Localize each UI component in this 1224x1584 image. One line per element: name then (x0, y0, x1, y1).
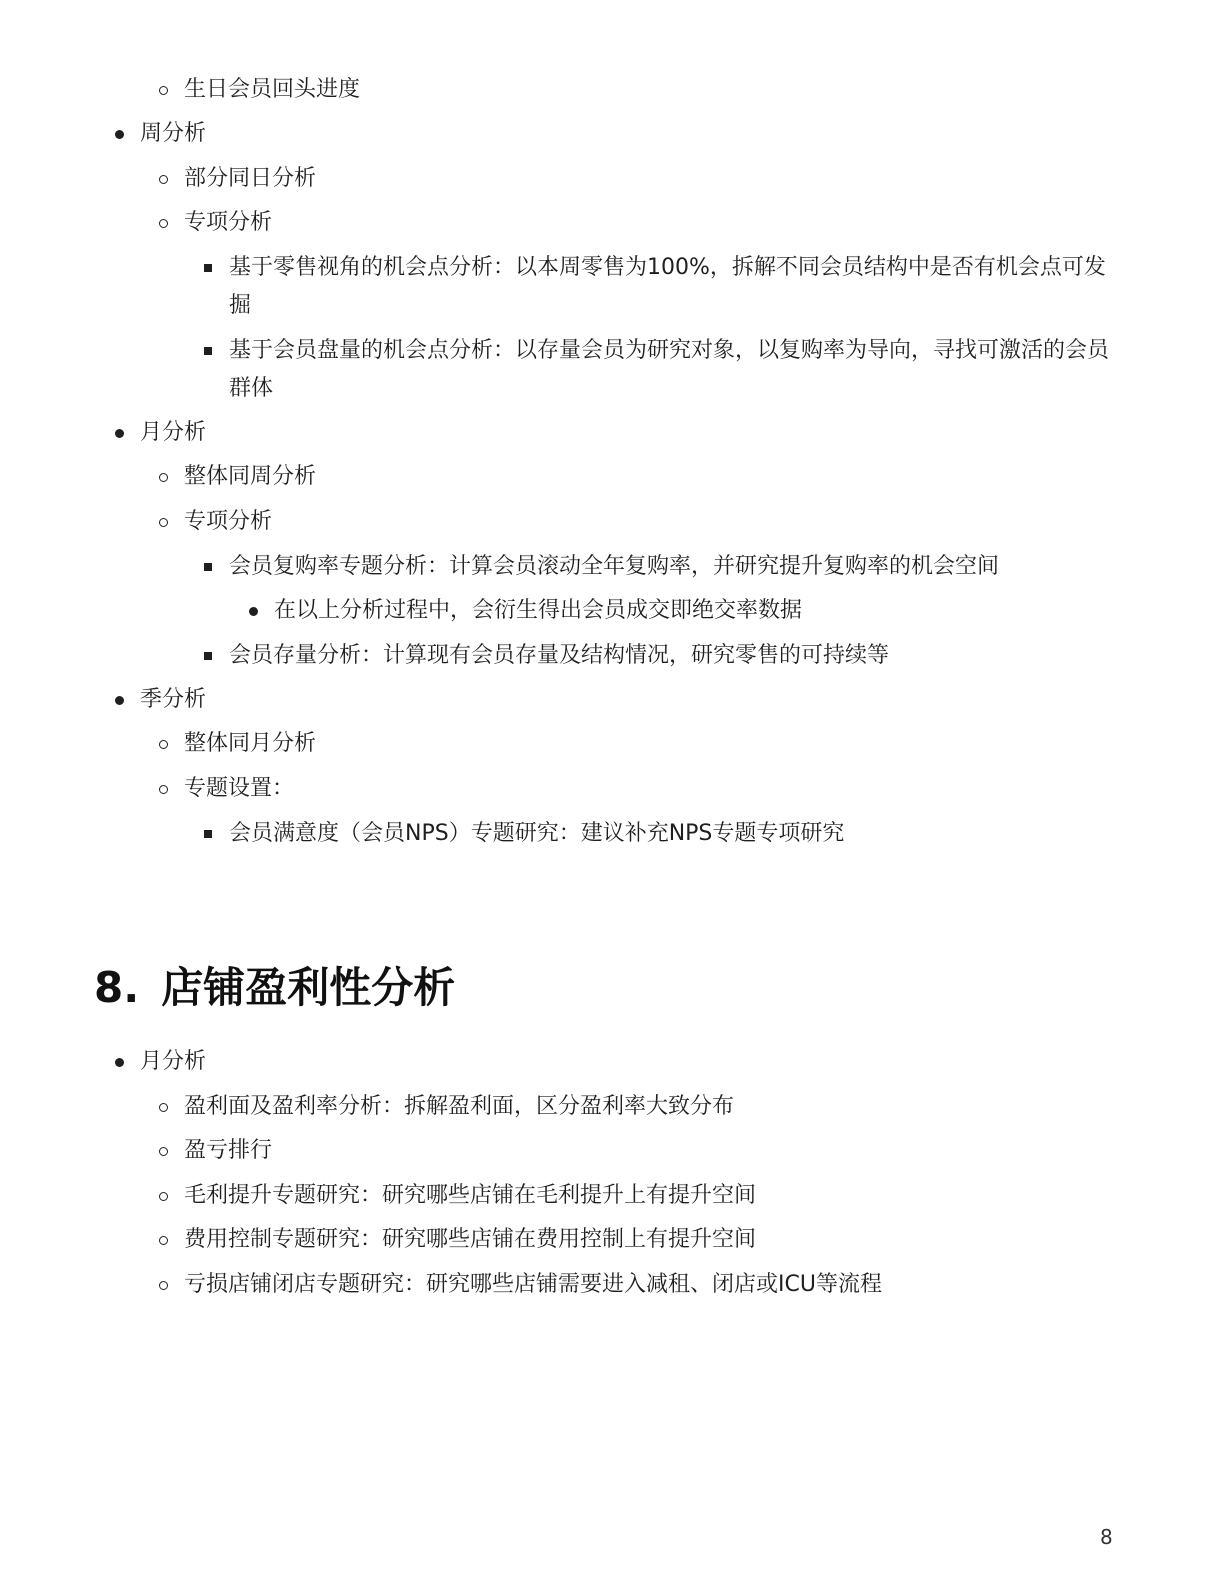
list-item-derived-data: 在以上分析过程中，会衍生得出会员成交即绝交率数据 (274, 598, 803, 623)
circle-bullet-icon (159, 740, 168, 749)
circle-bullet-icon (159, 219, 168, 228)
square-bullet-icon (204, 830, 212, 838)
disc-bullet-icon (115, 429, 124, 438)
list-item-profit-rate: 盈利面及盈利率分析：拆解盈利面，区分盈利率大致分布 (184, 1094, 735, 1119)
disc-bullet-icon (115, 130, 124, 139)
page-number: 8 (1100, 1525, 1113, 1549)
section-title: 店铺盈利性分析 (161, 963, 456, 1012)
circle-bullet-icon (159, 1103, 168, 1112)
square-bullet-icon (204, 347, 212, 355)
list-item-partial-same-day: 部分同日分析 (184, 166, 317, 191)
section-number: 8. (94, 963, 140, 1012)
circle-bullet-icon (159, 1236, 168, 1245)
list-item-repurchase-topic: 会员复购率专题分析：计算会员滚动全年复购率，并研究提升复购率的机会空间 (229, 554, 1000, 579)
disc-bullet-icon (249, 607, 258, 616)
square-bullet-icon (204, 652, 212, 660)
list-item-member-stock-opportunity: 基于会员盘量的机会点分析：以存量会员为研究对象，以复购率为导向，寻找可激活的会员群体 (229, 338, 1110, 401)
list-item-monthly-special: 专项分析 (184, 509, 273, 534)
circle-bullet-icon (159, 518, 168, 527)
list-item-monthly: 月分析 (140, 420, 207, 445)
list-item-member-stock-analysis: 会员存量分析：计算现有会员存量及结构情况，研究零售的可持续等 (229, 643, 890, 668)
list-item-quarterly: 季分析 (140, 687, 207, 712)
circle-bullet-icon (159, 785, 168, 794)
square-bullet-icon (204, 563, 212, 571)
list-item-weekly-special: 专项分析 (184, 210, 273, 235)
list-item-retail-opportunity: 基于零售视角的机会点分析：以本周零售为100%，拆解不同会员结构中是否有机会点可发掘 (229, 255, 1106, 318)
list-item-store-closure: 亏损店铺闭店专题研究：研究哪些店铺需要进入减租、闭店或ICU等流程 (184, 1272, 882, 1297)
circle-bullet-icon (159, 473, 168, 482)
circle-bullet-icon (159, 175, 168, 184)
list-item-profit-ranking: 盈亏排行 (184, 1138, 273, 1163)
list-item-nps-topic: 会员满意度（会员NPS）专题研究：建议补充NPS专题专项研究 (229, 821, 845, 846)
circle-bullet-icon (159, 1147, 168, 1156)
section-heading (94, 958, 455, 1018)
list-item-topic-settings: 专题设置： (184, 776, 295, 801)
circle-bullet-icon (159, 1192, 168, 1201)
disc-bullet-icon (115, 1058, 124, 1067)
list-item-overall-same-month: 整体同月分析 (184, 731, 317, 756)
list-item-birthday-member: 生日会员回头进度 (184, 77, 361, 102)
circle-bullet-icon (159, 1281, 168, 1290)
list-item-gross-margin: 毛利提升专题研究：研究哪些店铺在毛利提升上有提升空间 (184, 1183, 757, 1208)
square-bullet-icon (204, 264, 212, 272)
disc-bullet-icon (115, 696, 124, 705)
list-item-cost-control: 费用控制专题研究：研究哪些店铺在费用控制上有提升空间 (184, 1227, 757, 1252)
list-item-weekly: 周分析 (140, 121, 207, 146)
circle-bullet-icon (159, 86, 168, 95)
list-item-monthly-profit: 月分析 (140, 1049, 207, 1074)
list-item-overall-same-week: 整体同周分析 (184, 464, 317, 489)
